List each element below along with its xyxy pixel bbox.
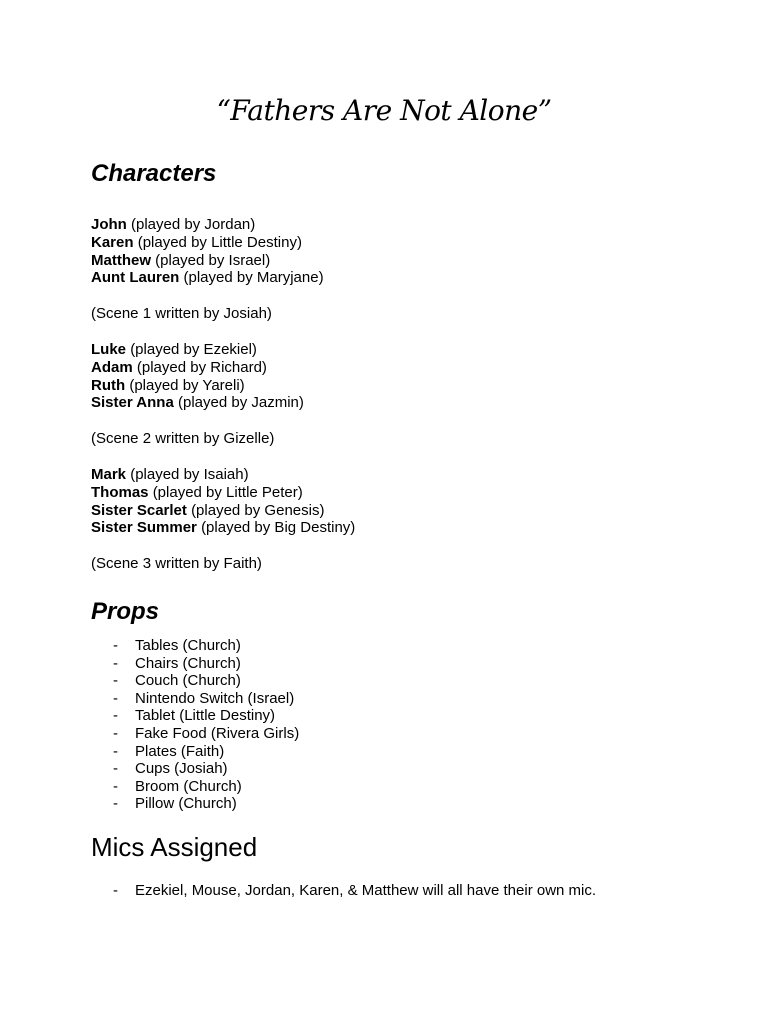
scene-note-2: (Scene 2 written by Gizelle): [91, 430, 275, 447]
actor-credit: (played by Yareli): [129, 376, 245, 394]
list-item: - Pillow (Church): [113, 795, 237, 813]
list-item: - Ezekiel, Mouse, Jordan, Karen, & Matthew will all have their own mic.: [113, 882, 597, 899]
cast-list-scene-1: [91, 216, 324, 287]
role-name: Karen: [91, 233, 134, 251]
scene-note-1: (Scene 1 written by Josiah): [91, 305, 272, 322]
actor-credit: (played by Big Destiny): [201, 519, 356, 537]
cast-entry: [91, 519, 355, 537]
actor-credit: (played by Isaiah): [130, 466, 249, 483]
role-name: Matthew: [91, 251, 151, 269]
bullet-dash: -: [113, 777, 118, 795]
bullet-dash: -: [113, 689, 118, 707]
cast-entry: [91, 252, 324, 270]
cast-entry: [91, 502, 355, 520]
props-heading: Props: [91, 598, 160, 625]
actor-credit: (played by Richard): [136, 358, 267, 376]
cast-list-scene-3: [91, 466, 355, 537]
bullet-dash: -: [113, 654, 118, 672]
cast-entry: [91, 216, 324, 234]
cast-entry: [91, 466, 355, 484]
list-item: - Plates (Faith): [113, 742, 225, 760]
bullet-dash: -: [113, 724, 118, 742]
role-name: Mark: [91, 466, 127, 483]
actor-credit: (played by Jordan): [131, 216, 256, 233]
role-name: Ruth: [91, 376, 126, 394]
list-item: - Broom (Church): [113, 777, 242, 795]
actor-credit: (played by Jazmin): [177, 394, 304, 412]
scene-note-3: (Scene 3 written by Faith): [91, 555, 262, 572]
actor-credit: (played by Ezekiel): [130, 341, 257, 358]
list-item: - Nintendo Switch (Israel): [113, 689, 295, 707]
bullet-dash: -: [113, 882, 118, 899]
actor-credit: (played by Maryjane): [183, 269, 324, 287]
cast-entry: [91, 269, 324, 287]
list-item: - Cups (Josiah): [113, 760, 228, 778]
bullet-dash: -: [113, 795, 118, 813]
role-name: Sister Summer: [91, 519, 197, 537]
document-title: “Fathers Are Not Alone”: [216, 94, 552, 127]
actor-credit: (played by Little Destiny): [137, 233, 302, 251]
role-name: Luke: [91, 341, 127, 358]
actor-credit: (played by Genesis): [191, 501, 325, 519]
role-name: Sister Scarlet: [91, 501, 187, 519]
list-item: - Chairs (Church): [113, 654, 241, 672]
actor-credit: (played by Israel): [155, 251, 271, 269]
cast-entry: [91, 234, 324, 252]
cast-entry: [91, 377, 304, 395]
list-item: - Tables (Church): [113, 637, 241, 654]
mics-heading: Mics Assigned: [91, 832, 258, 862]
list-item: - Couch (Church): [113, 672, 241, 690]
bullet-dash: -: [113, 637, 118, 654]
role-name: Thomas: [91, 483, 149, 501]
bullet-dash: -: [113, 672, 118, 690]
role-name: Sister Anna: [91, 394, 174, 412]
bullet-dash: -: [113, 760, 118, 778]
actor-credit: (played by Little Peter): [152, 483, 303, 501]
list-item: - Tablet (Little Destiny): [113, 707, 276, 725]
cast-entry: [91, 484, 355, 502]
cast-list-scene-2: [91, 341, 304, 412]
mics-list: [91, 882, 596, 900]
role-name: Aunt Lauren: [91, 269, 180, 287]
bullet-dash: -: [113, 742, 118, 760]
bullet-dash: -: [113, 707, 118, 725]
cast-entry: [91, 341, 304, 359]
role-name: John: [91, 216, 127, 233]
props-list: [91, 637, 299, 813]
cast-entry: [91, 394, 304, 412]
characters-heading: Characters: [91, 160, 217, 187]
list-item: - Fake Food (Rivera Girls): [113, 724, 300, 742]
cast-entry: [91, 359, 304, 377]
role-name: Adam: [91, 358, 133, 376]
